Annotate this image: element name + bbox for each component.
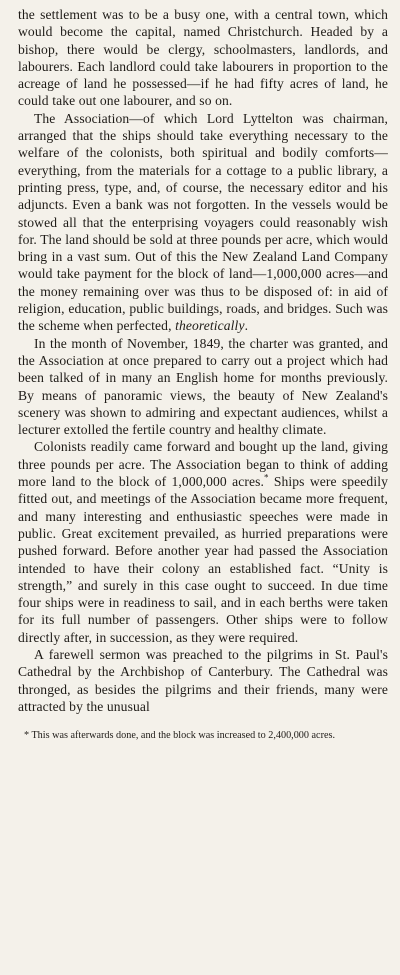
paragraph-association: [18, 110, 388, 335]
paragraph-colonists-rest: Ships were speedily fitted out, and meetings of the Association became more frequent, and many interesting and enthusiastic speeches were made in public. Great excitement prevailed, as hurried preparations were pushed forward. Before another year had passed the Association intended to have their colony an established fact. “Unity is strength,” and surely in this case ought to succeed. In due time four ships were in readiness to sail, and in each berths were taken for its full number of passengers. Other ships were to follow directly after, in succession, as they were required.: [18, 474, 388, 645]
body-text: [18, 6, 388, 715]
footnote-marker: *: [263, 472, 269, 483]
paragraph-colonists: [18, 438, 388, 646]
paragraph-settlement: the settlement was to be a busy one, with a central town, which would become the capital, named Christchurch. Headed by a bishop, there would be clergy, schoolmasters, landlords, and labourers. Each landlord could take labourers in proportion to the acreage of land he possessed—if he had fifty acres of land, he could take out one labourer, and so on.: [18, 7, 388, 109]
paragraph-association-text: The Association—of which Lord Lyttelton was chairman, arranged that the ships should take everything necessary to the welfare of the colonists, both spiritual and bodily comforts—everything, from the materials for a cottage to a public library, a printing press, type, and, of course, the necessary editor and his adjuncts. Even a bank was not forgotten. In the vessels would be stowed all that the enterprising voyagers could reasonably wish for. The land should be sold at three pounds per acre, which would bring in a vast sum. Out of this the New Zealand Land Company would take payment for the block of land—1,000,000 acres—and the money remaining over was thus to be disposed of: in aid of religion, education, public buildings, roads, and bridges. Such was the scheme when perfected,: [18, 110, 388, 334]
paragraph-charter: In the month of November, 1849, the charter was granted, and the Association at once prepared to carry out a project which had been talked of in many an English home for months previously. By means of panoramic views, the beauty of New Zealand's scenery was shown to admiring and expectant audiences, whilst a lecturer extolled the fertile country and healthy climate.: [18, 335, 388, 438]
emphasis-theoretically: theoretically: [175, 318, 245, 334]
footnote: * This was afterwards done, and the block was increased to 2,400,000 acres.: [24, 730, 336, 742]
paragraph-association-end: .: [244, 318, 249, 334]
paragraph-colonists-text: Colonists readily came forward and bought up the land, giving three pounds per acre. The Association began to think of adding more land to the block of 1,000,000 acres.: [18, 439, 388, 490]
paragraph-sermon: A farewell sermon was preached to the pilgrims in St. Paul's Cathedral by the Archbishop of Canterbury. The Cathedral was thronged, as besides the pilgrims and their friends, many were attracted by the unusual: [18, 646, 388, 714]
